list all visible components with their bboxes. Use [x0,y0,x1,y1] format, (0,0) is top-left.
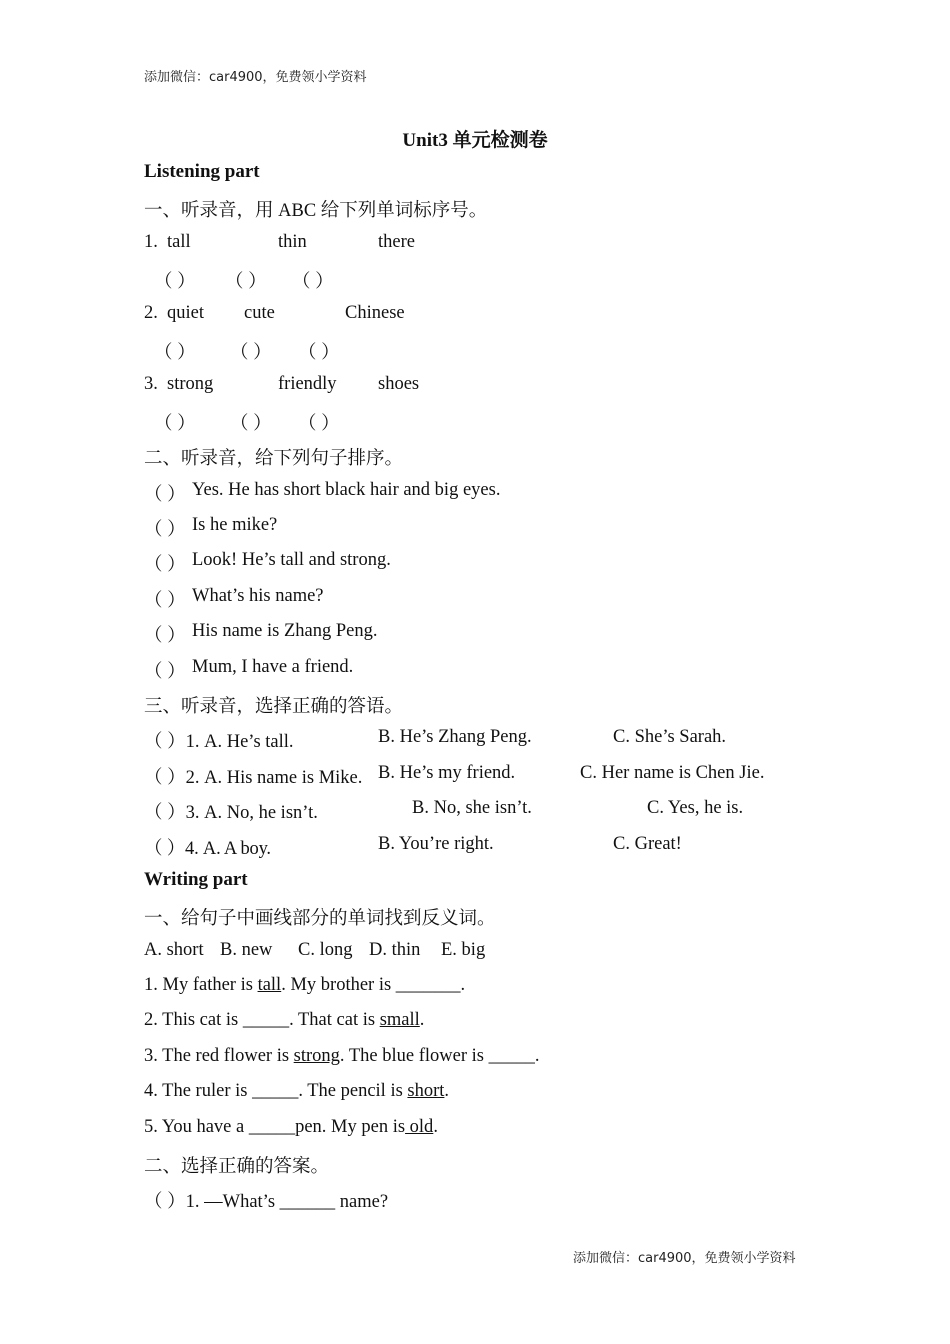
antonym-sentence-5 [144,1117,438,1138]
sentence-text: 2. This cat is _____. That cat is [144,1010,380,1030]
header-watermark: 添加微信：car4900，免费领小学资料 [144,70,367,85]
word: friendly [278,374,337,394]
listening-q1-instruction: 一、听录音，用 ABC 给下列单词标序号。 [144,201,488,221]
option: A. short [144,940,204,960]
antonym-sentence-1 [144,975,465,996]
choice-option-c[interactable]: C. Yes, he is. [647,798,744,818]
sentence: Is he mike? [192,515,278,535]
choice-option-b[interactable]: B. He’s my friend. [378,763,516,783]
choice-question: （ ）4. A. A boy. [144,839,271,859]
answer-blank[interactable]: （ ） [144,626,186,646]
sentence-text: 3. The red flower is [144,1046,294,1066]
underlined-word: small [379,1010,420,1030]
answer-blank[interactable]: （ ） [144,520,186,540]
choice-question: （ ）3. A. No, he isn’t. [144,803,318,823]
footer-watermark: 添加微信：car4900，免费领小学资料 [573,1251,796,1266]
choice-option-c[interactable]: C. She’s Sarah. [613,727,727,747]
word: quiet [167,303,204,323]
option: E. big [441,940,486,960]
antonym-sentence-4 [144,1081,449,1102]
word: strong [167,374,214,394]
row-number: 1. [144,232,158,252]
answer-blank[interactable]: （ ） [144,591,186,611]
sentence: His name is Zhang Peng. [192,621,378,641]
sentence: What’s his name? [192,586,324,606]
row-number: 2. [144,303,158,323]
word: there [378,232,415,252]
choice-option-c[interactable]: C. Her name is Chen Jie. [580,763,765,783]
listening-heading: Listening part [144,161,260,182]
answer-blank[interactable]: （ ） [230,343,272,363]
sentence: Mum, I have a friend. [192,657,354,677]
word: tall [167,232,191,252]
choice-option-c[interactable]: C. Great! [613,834,682,854]
sentence-text: . The blue flower is _____. [339,1046,540,1066]
sentence: Look! He’s tall and strong. [192,550,391,570]
underlined-word: tall [257,975,282,995]
answer-blank[interactable]: （ ） [230,414,272,434]
answer-blank[interactable]: （ ） [298,343,340,363]
sentence-text: 5. You have a _____pen. My pen is [144,1117,406,1137]
word: Chinese [345,303,405,323]
answer-blank[interactable]: （ ） [144,662,186,682]
listening-q2-instruction: 二、听录音，给下列句子排序。 [144,449,404,469]
answer-blank[interactable]: （ ） [154,272,196,292]
antonym-sentence-3 [144,1046,539,1067]
word: cute [244,303,275,323]
antonym-sentence-2 [144,1010,424,1031]
option: D. thin [369,940,421,960]
writing-q2-instruction: 二、选择正确的答案。 [144,1157,330,1177]
sentence-text: . My brother is _______. [281,975,466,995]
sentence-text: . [444,1081,450,1101]
sentence-text: . [433,1117,438,1137]
sentence-text: . [419,1010,425,1030]
sentence: Yes. He has short black hair and big eyes. [192,480,501,500]
sentence-text: 1. My father is [144,975,258,995]
writing-heading: Writing part [144,869,248,890]
answer-blank[interactable]: （ ） [144,555,186,575]
word: shoes [378,374,420,394]
answer-blank[interactable]: （ ） [144,485,186,505]
answer-blank[interactable]: （ ） [154,414,196,434]
option: B. new [220,940,273,960]
option: C. long [298,940,353,960]
choice-question: （ ）1. A. He’s tall. [144,732,294,752]
answer-blank[interactable]: （ ） [292,272,334,292]
listening-q3-instruction: 三、听录音，选择正确的答语。 [144,697,404,717]
writing-q2-item-1: （ ）1. —What’s ______ name? [144,1192,389,1212]
word: thin [278,232,307,252]
underlined-word: old [405,1117,434,1137]
answer-blank[interactable]: （ ） [225,272,267,292]
writing-q1-instruction: 一、给句子中画线部分的单词找到反义词。 [144,909,496,929]
page-title: Unit3 单元检测卷 [402,130,548,151]
sentence-text: 4. The ruler is _____. The pencil is [144,1081,408,1101]
choice-option-b[interactable]: B. You’re right. [378,834,494,854]
underlined-word: short [407,1081,445,1101]
choice-option-b[interactable]: B. No, she isn’t. [412,798,532,818]
underlined-word: strong [293,1046,340,1066]
row-number: 3. [144,374,158,394]
choice-option-b[interactable]: B. He’s Zhang Peng. [378,727,532,747]
choice-question: （ ）2. A. His name is Mike. [144,768,363,788]
answer-blank[interactable]: （ ） [154,343,196,363]
answer-blank[interactable]: （ ） [298,414,340,434]
